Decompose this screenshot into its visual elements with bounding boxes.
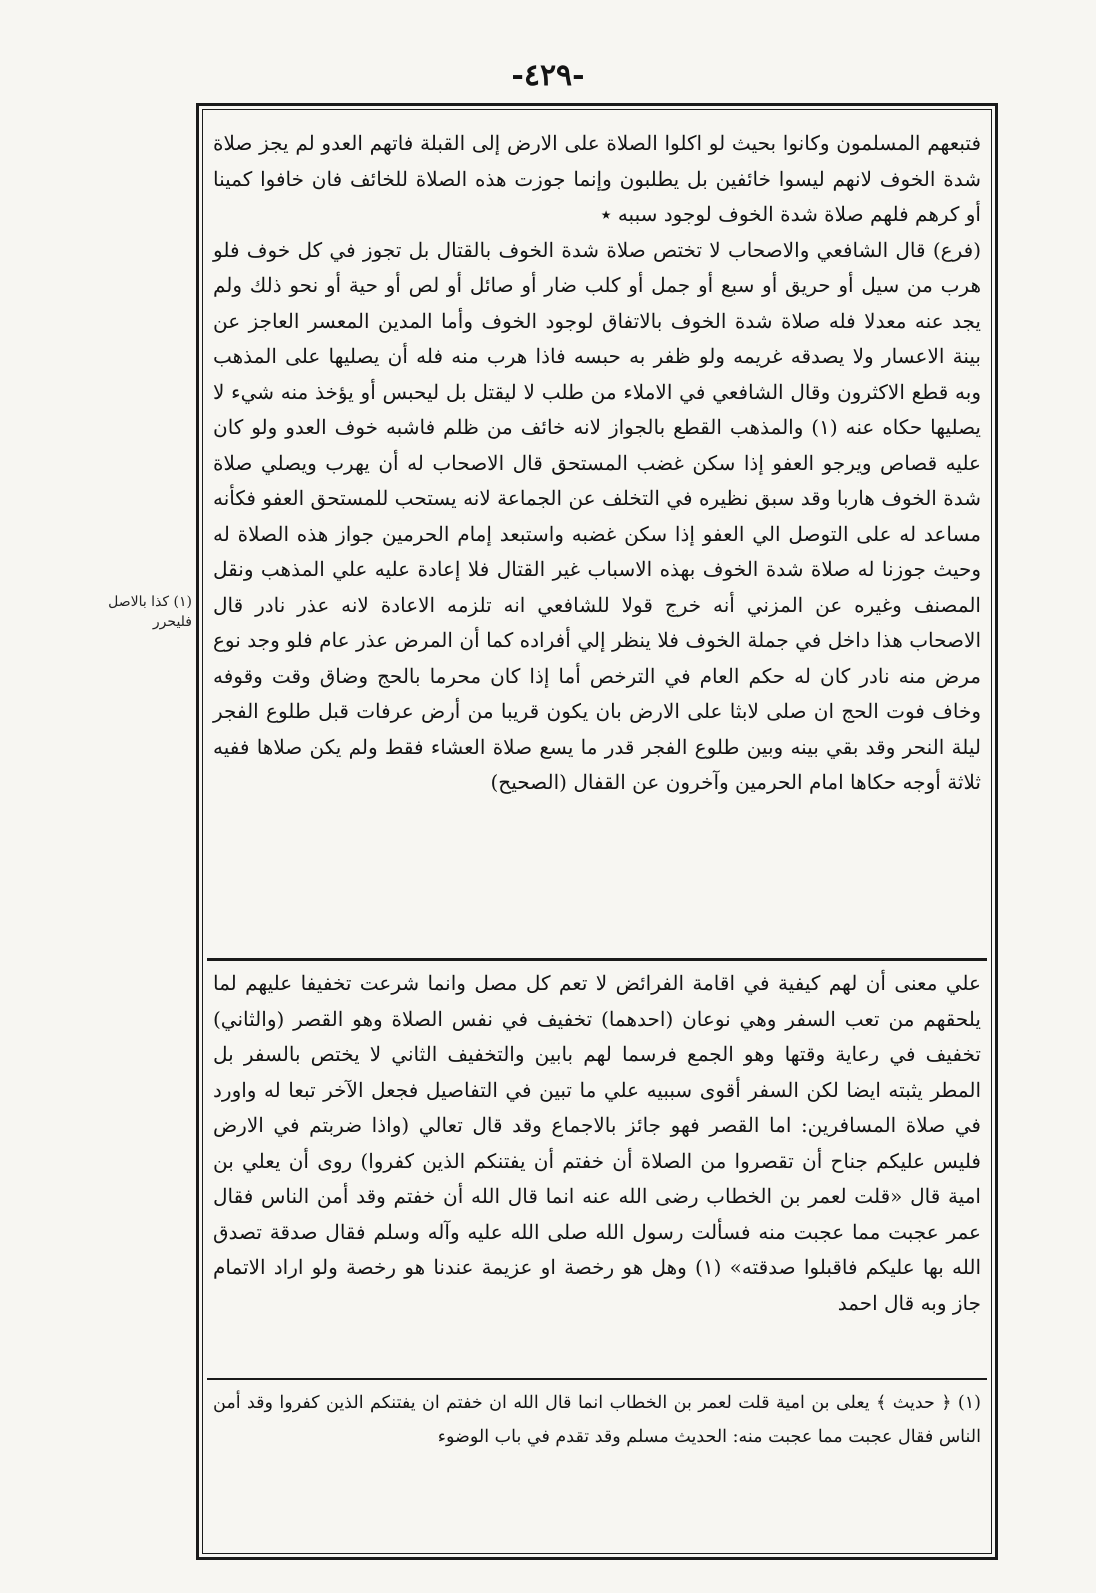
footnote-divider [207, 1378, 987, 1380]
main-paragraph: (فرع) قال الشافعي والاصحاب لا تختص صلاة شدة الخوف بالقتال بل تجوز في كل خوف فلو هرب من سيل أو حريق أو سبع أو جمل أو كلب ضار أو صائل أو لص أو حية أو نحو ذلك ولم يجد عنه معدلا فله صلاة شدة الخوف بالاتفاق لوجود الخوف وأما المدين المعسر العاجز عن بينة الاعسار ولا يصدقه غريمه ولو ظفر به حبسه فاذا هرب منه فله أن يصليها على المذهب وبه قطع الاكثرون وقال الشافعي في الاملاء من طلب لا ليقتل بل ليحبس أو يؤخذ منه شيء لا يصليها حكاه عنه (١) والمذهب القطع بالجواز لانه خائف من ظلم فاشبه خوف العدو ولو كان عليه قصاص ويرجو العفو إذا سكن غضب المستحق قال الاصحاب له أن يهرب ويصلي صلاة شدة الخوف هاربا وقد سبق نظيره في التخلف عن الجماعة لانه يستحب للمستحق العفو فكأنه مساعد له على التوصل الي العفو إذا سكن غضبه واستبعد إمام الحرمين جواز هذه الصلاة له وحيث جوزنا له صلاة شدة الخوف بهذه الاسباب غير القتال فلا إعادة عليه علي المذهب ونقل المصنف وغيره عن المزني أنه خرج قولا للشافعي انه تلزمه الاعادة لانه عذر نادر قال الاصحاب هذا داخل في جملة الخوف فلا ينظر إلي أفراده كما أن المرض عذر عام فلو وجد نوع مرض منه نادر كان له حكم العام في الترخص أما إذا كان محرما بالحج وضاق وقت وقوفه وخاف فوت الحج ان صلى لابثا على الارض بان يكون قريبا من أرض عرفات قبل طلوع الفجر ليلة النحر وقد بقي بينه وبين طلوع الفجر قدر ما يسع صلاة العشاء فقط ولم يكن صلاها ففيه ثلاثة أوجه حكاها امام الحرمين وآخرون عن القفال (الصحيح) [213, 237, 982, 794]
main-text [213, 126, 981, 801]
commentary-paragraph: علي معنى أن لهم كيفية في اقامة الفرائض لا تعم كل مصل وانما شرعت تخفيفا عليهم لما يلحقهم من تعب السفر وهي نوعان (احدهما) تخفيف في نفس الصلاة وهو القصر (والثاني) تخفيف في رعاية وقتها وهو الجمع فرسما لهم بابين والتخفيف الثاني لا يختص بالسفر بل المطر يثبته ايضا لكن السفر أقوى سببيه علي ما تبين في التفاصيل فجعل الآخر تبعا له واورد في صلاة المسافرين: اما القصر فهو جائز بالاجماع وقد قال تعالي (واذا ضربتم في الارض فليس عليكم جناح أن تقصروا من الصلاة أن خفتم أن يفتنكم الذين كفروا) روى أن يعلي بن امية قال «قلت لعمر بن الخطاب رضى الله عنه انما قال الله أن خفتم وقد أمن الناس فقال عمر عجبت مما عجبت منه فسألت رسول الله صلى الله عليه وآله وسلم فقال صدقة تصدق الله بها عليكم فاقبلوا صدقته» (١) وهل هو رخصة او عزيمة عندنا هو رخصة ولو اراد الاتمام جاز وبه قال احمد [213, 971, 982, 1315]
commentary-text [213, 966, 981, 1321]
margin-note-line: (١) كذا بالاصل [108, 594, 192, 610]
footnote-paragraph: (١) ﴿ حديث ﴾ يعلى بن امية قلت لعمر بن الخطاب انما قال الله ان خفتم ان يفتنكم الذين كفروا وقد أمن الناس فقال عجبت مما عجبت منه: الحديث مسلم وقد تقدم في باب الوضوء [213, 1393, 981, 1447]
text-frame [196, 103, 998, 1560]
margin-note-line: فليحرر [152, 614, 192, 630]
section-divider [207, 958, 987, 961]
margin-note [52, 592, 192, 632]
footnote [213, 1386, 981, 1454]
main-paragraph: فتبعهم المسلمون وكانوا بحيث لو اكلوا الصلاة على الارض إلى القبلة فاتهم العدو لم يجز صلاة شدة الخوف لانهم ليسوا خائفين بل يطلبون وإنما جوزت هذه الصلاة للخائف فان خافوا كمينا أو كرهم فلهم صلاة شدة الخوف لوجود سببه ٭ [213, 131, 981, 226]
page-number: -٤٢٩- [511, 58, 585, 93]
